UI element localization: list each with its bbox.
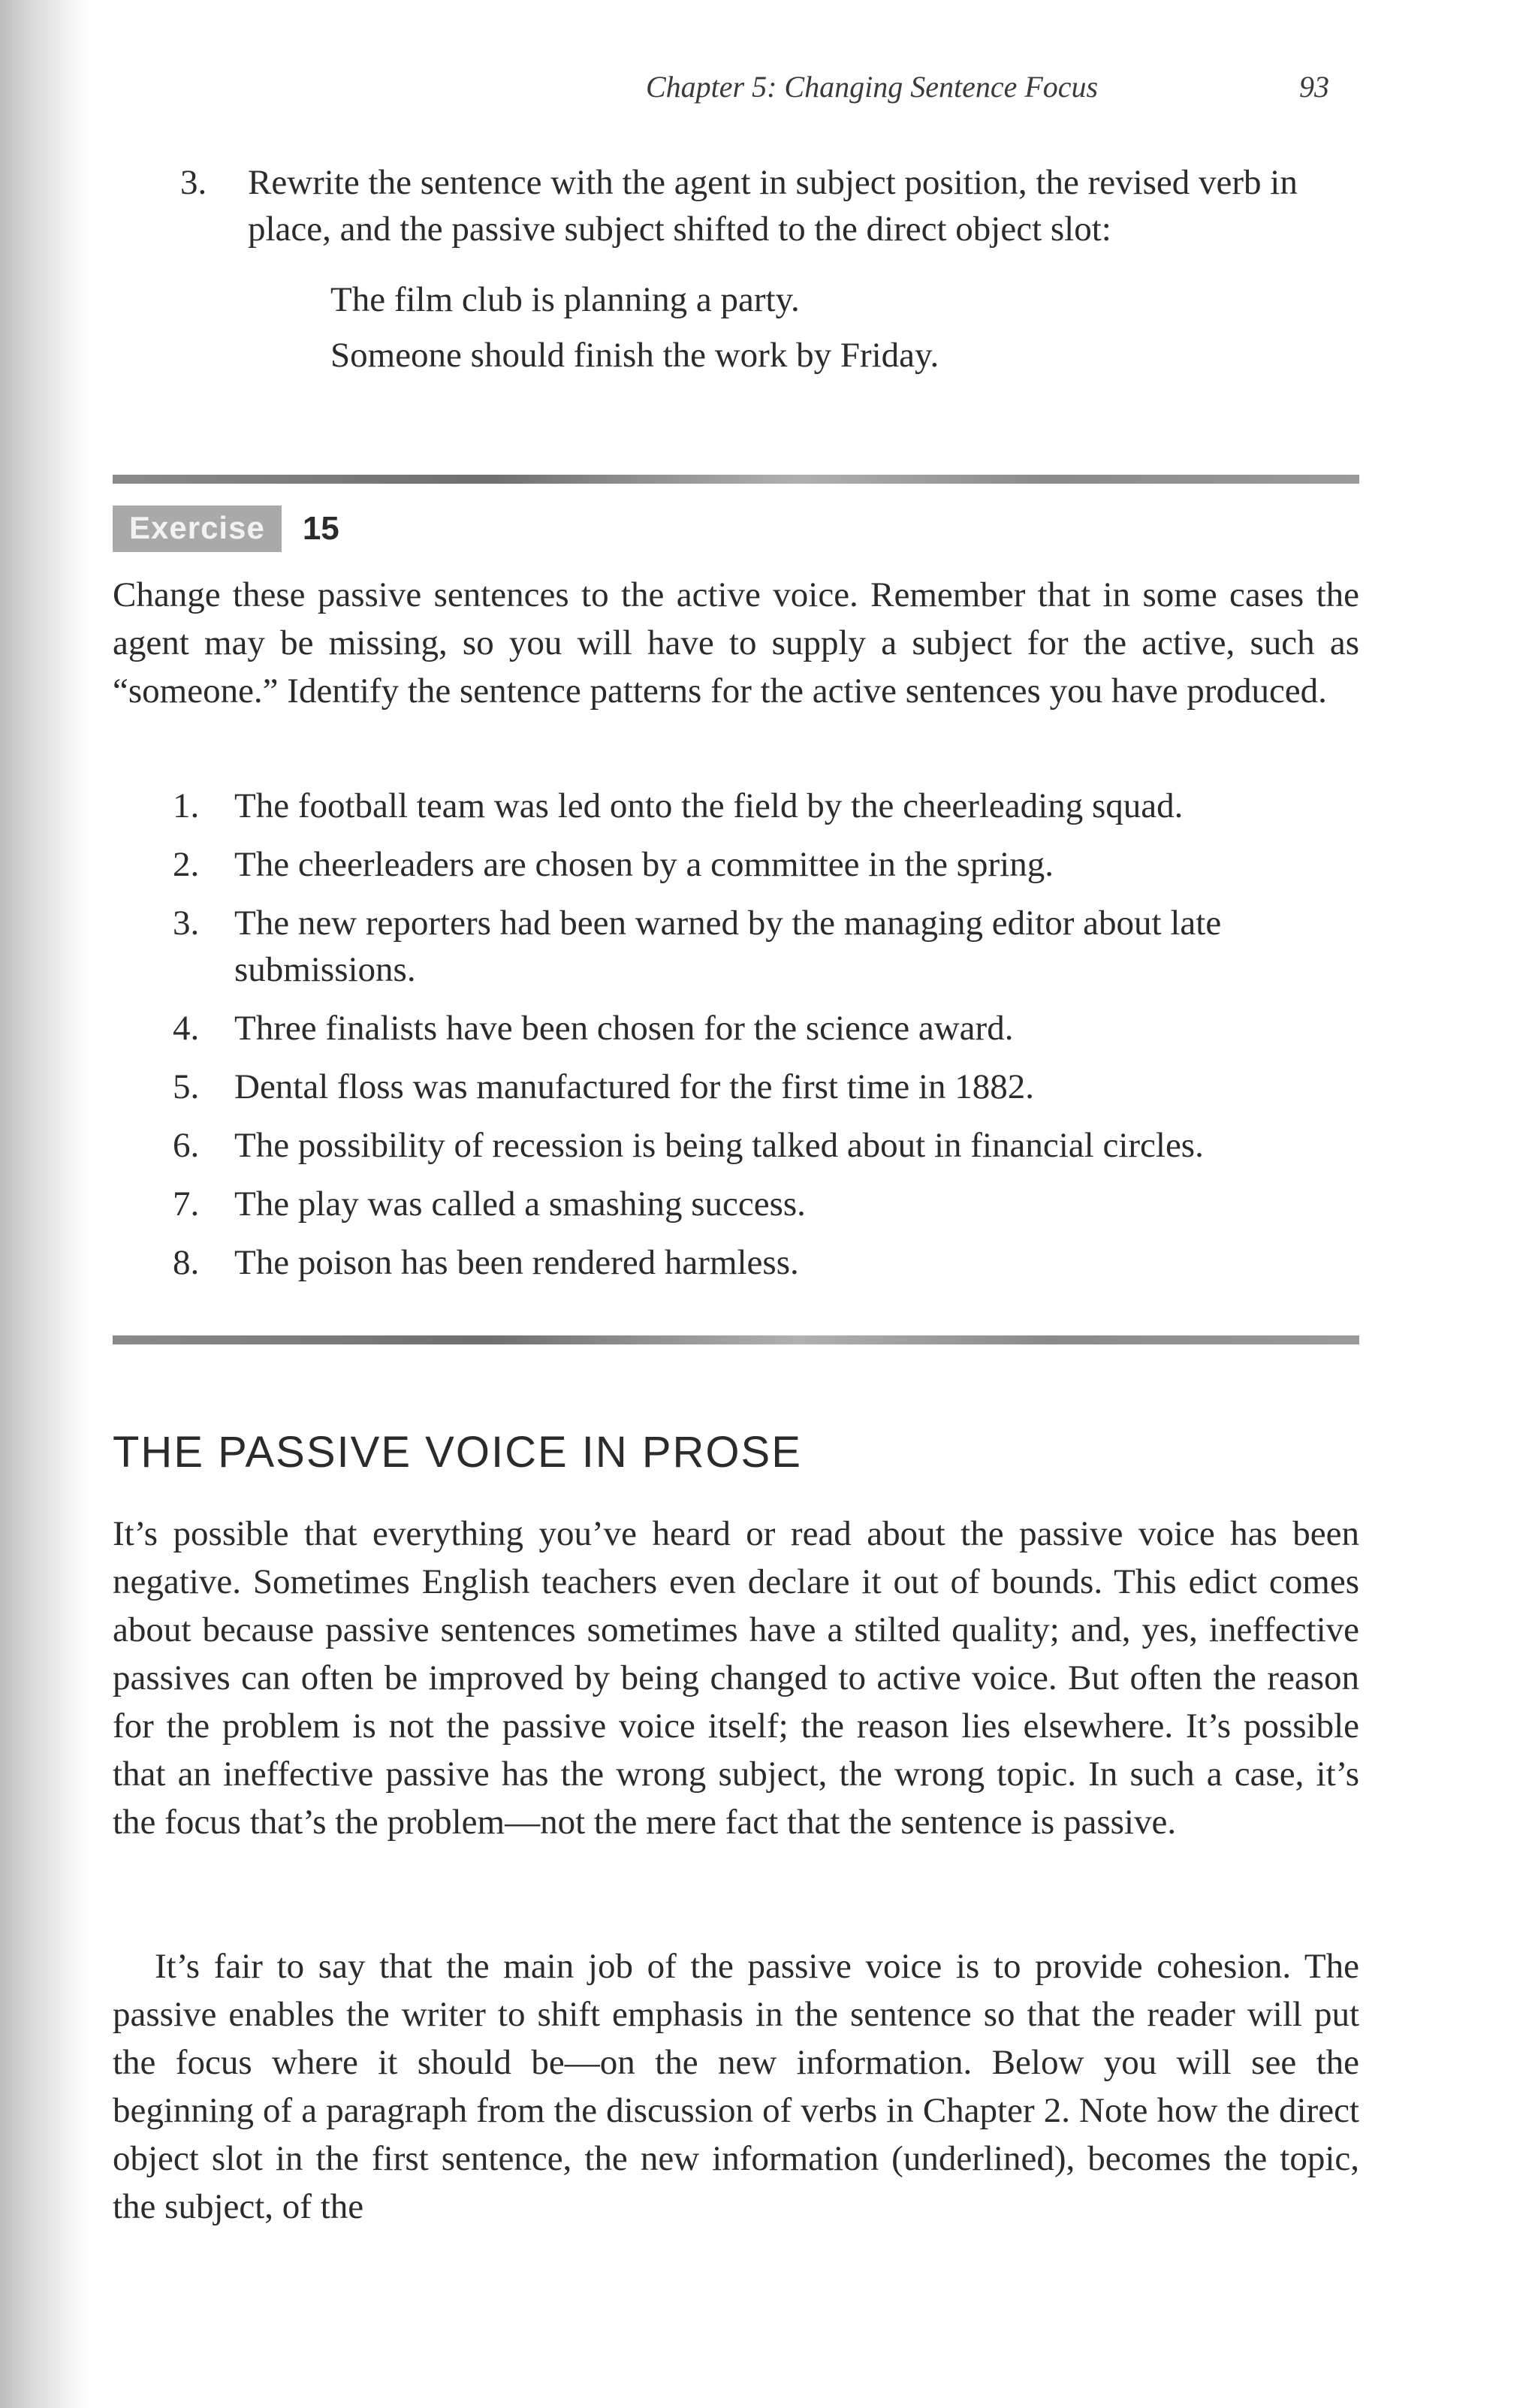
item-text: The new reporters had been warned by the managing editor about late submissions. [234,904,1222,989]
step-text: Rewrite the sentence with the agent in subject position, the revised verb in place, and the passive subject shifted to the direct object slot: [248,163,1298,249]
list-item [173,1181,1359,1227]
item-number: 3. [173,904,200,943]
body-paragraph: It’s fair to say that the main job of the passive voice is to provide cohesion. The passive enables the writer to shift emphasis in the sentence so that the reader will put the focus where it should be—on the new information. Below you will see the beginning of a paragraph from the discussion of verbs in Chapter 2. Note how the direct object slot in the first sentence, the new information (underlined), becomes the topic, the subject, of the [113,1947,1359,2226]
item-number: 8. [173,1243,200,1282]
page-number: 93 [1299,70,1329,104]
list-item [173,1122,1359,1169]
exercise-instructions: Change these passive sentences to the active voice. Remember that in some cases the agent may be missing, so you will have to supply a subject for the active, such as “someone.” Identify the sentence patterns for the active sentences you have produced. [113,575,1359,711]
item-number: 6. [173,1126,200,1165]
exercise-bottom-rule [113,1335,1359,1344]
item-number: 2. [173,845,200,884]
list-item [173,1064,1359,1110]
example-sentence: Someone should finish the work by Friday. [330,336,939,375]
running-head-title: Chapter 5: Changing Sentence Focus [646,70,1099,104]
instruction-step [180,159,1352,252]
list-item [173,900,1359,993]
body-paragraph: It’s possible that everything you’ve heard or read about the passive voice has been negative. Sometimes English teachers even declare it out of bounds. This edict comes about because passive sentences sometimes have a stilted quality; and, yes, ineffective passives can often be improved by being changed to active voice. But often the reason for the problem is not the passive voice itself; the reason lies elsewhere. It’s possible that an ineffective passive has the wrong subject, the wrong topic. In such a case, it’s the focus that’s the problem—not the mere fact that the sentence is passive. [113,1514,1359,1842]
item-number: 5. [173,1067,200,1106]
step-number: 3. [180,163,207,202]
item-text: The play was called a smashing success. [234,1184,806,1224]
exercise-heading [113,503,339,554]
exercise-top-rule [113,475,1359,484]
item-number: 7. [173,1184,200,1224]
list-item [173,841,1359,888]
item-number: 4. [173,1009,200,1048]
item-text: The poison has been rendered harmless. [234,1243,799,1282]
exercise-list [173,783,1359,1298]
list-item [173,783,1359,829]
section-heading: THE PASSIVE VOICE IN PROSE [113,1428,802,1477]
item-text: Dental floss was manufactured for the first time in 1882. [234,1067,1035,1106]
example-sentence: The film club is planning a party. [330,280,800,319]
item-number: 1. [173,786,200,825]
item-text: Three finalists have been chosen for the science award. [234,1009,1014,1048]
item-text: The possibility of recession is being talked about in financial circles. [234,1126,1204,1165]
item-text: The cheerleaders are chosen by a committee in the spring. [234,845,1054,884]
exercise-number: 15 [302,510,339,547]
list-item [173,1005,1359,1052]
item-text: The football team was led onto the field by the cheerleading squad. [234,786,1184,825]
list-item [173,1239,1359,1286]
exercise-label: Exercise [113,505,282,552]
